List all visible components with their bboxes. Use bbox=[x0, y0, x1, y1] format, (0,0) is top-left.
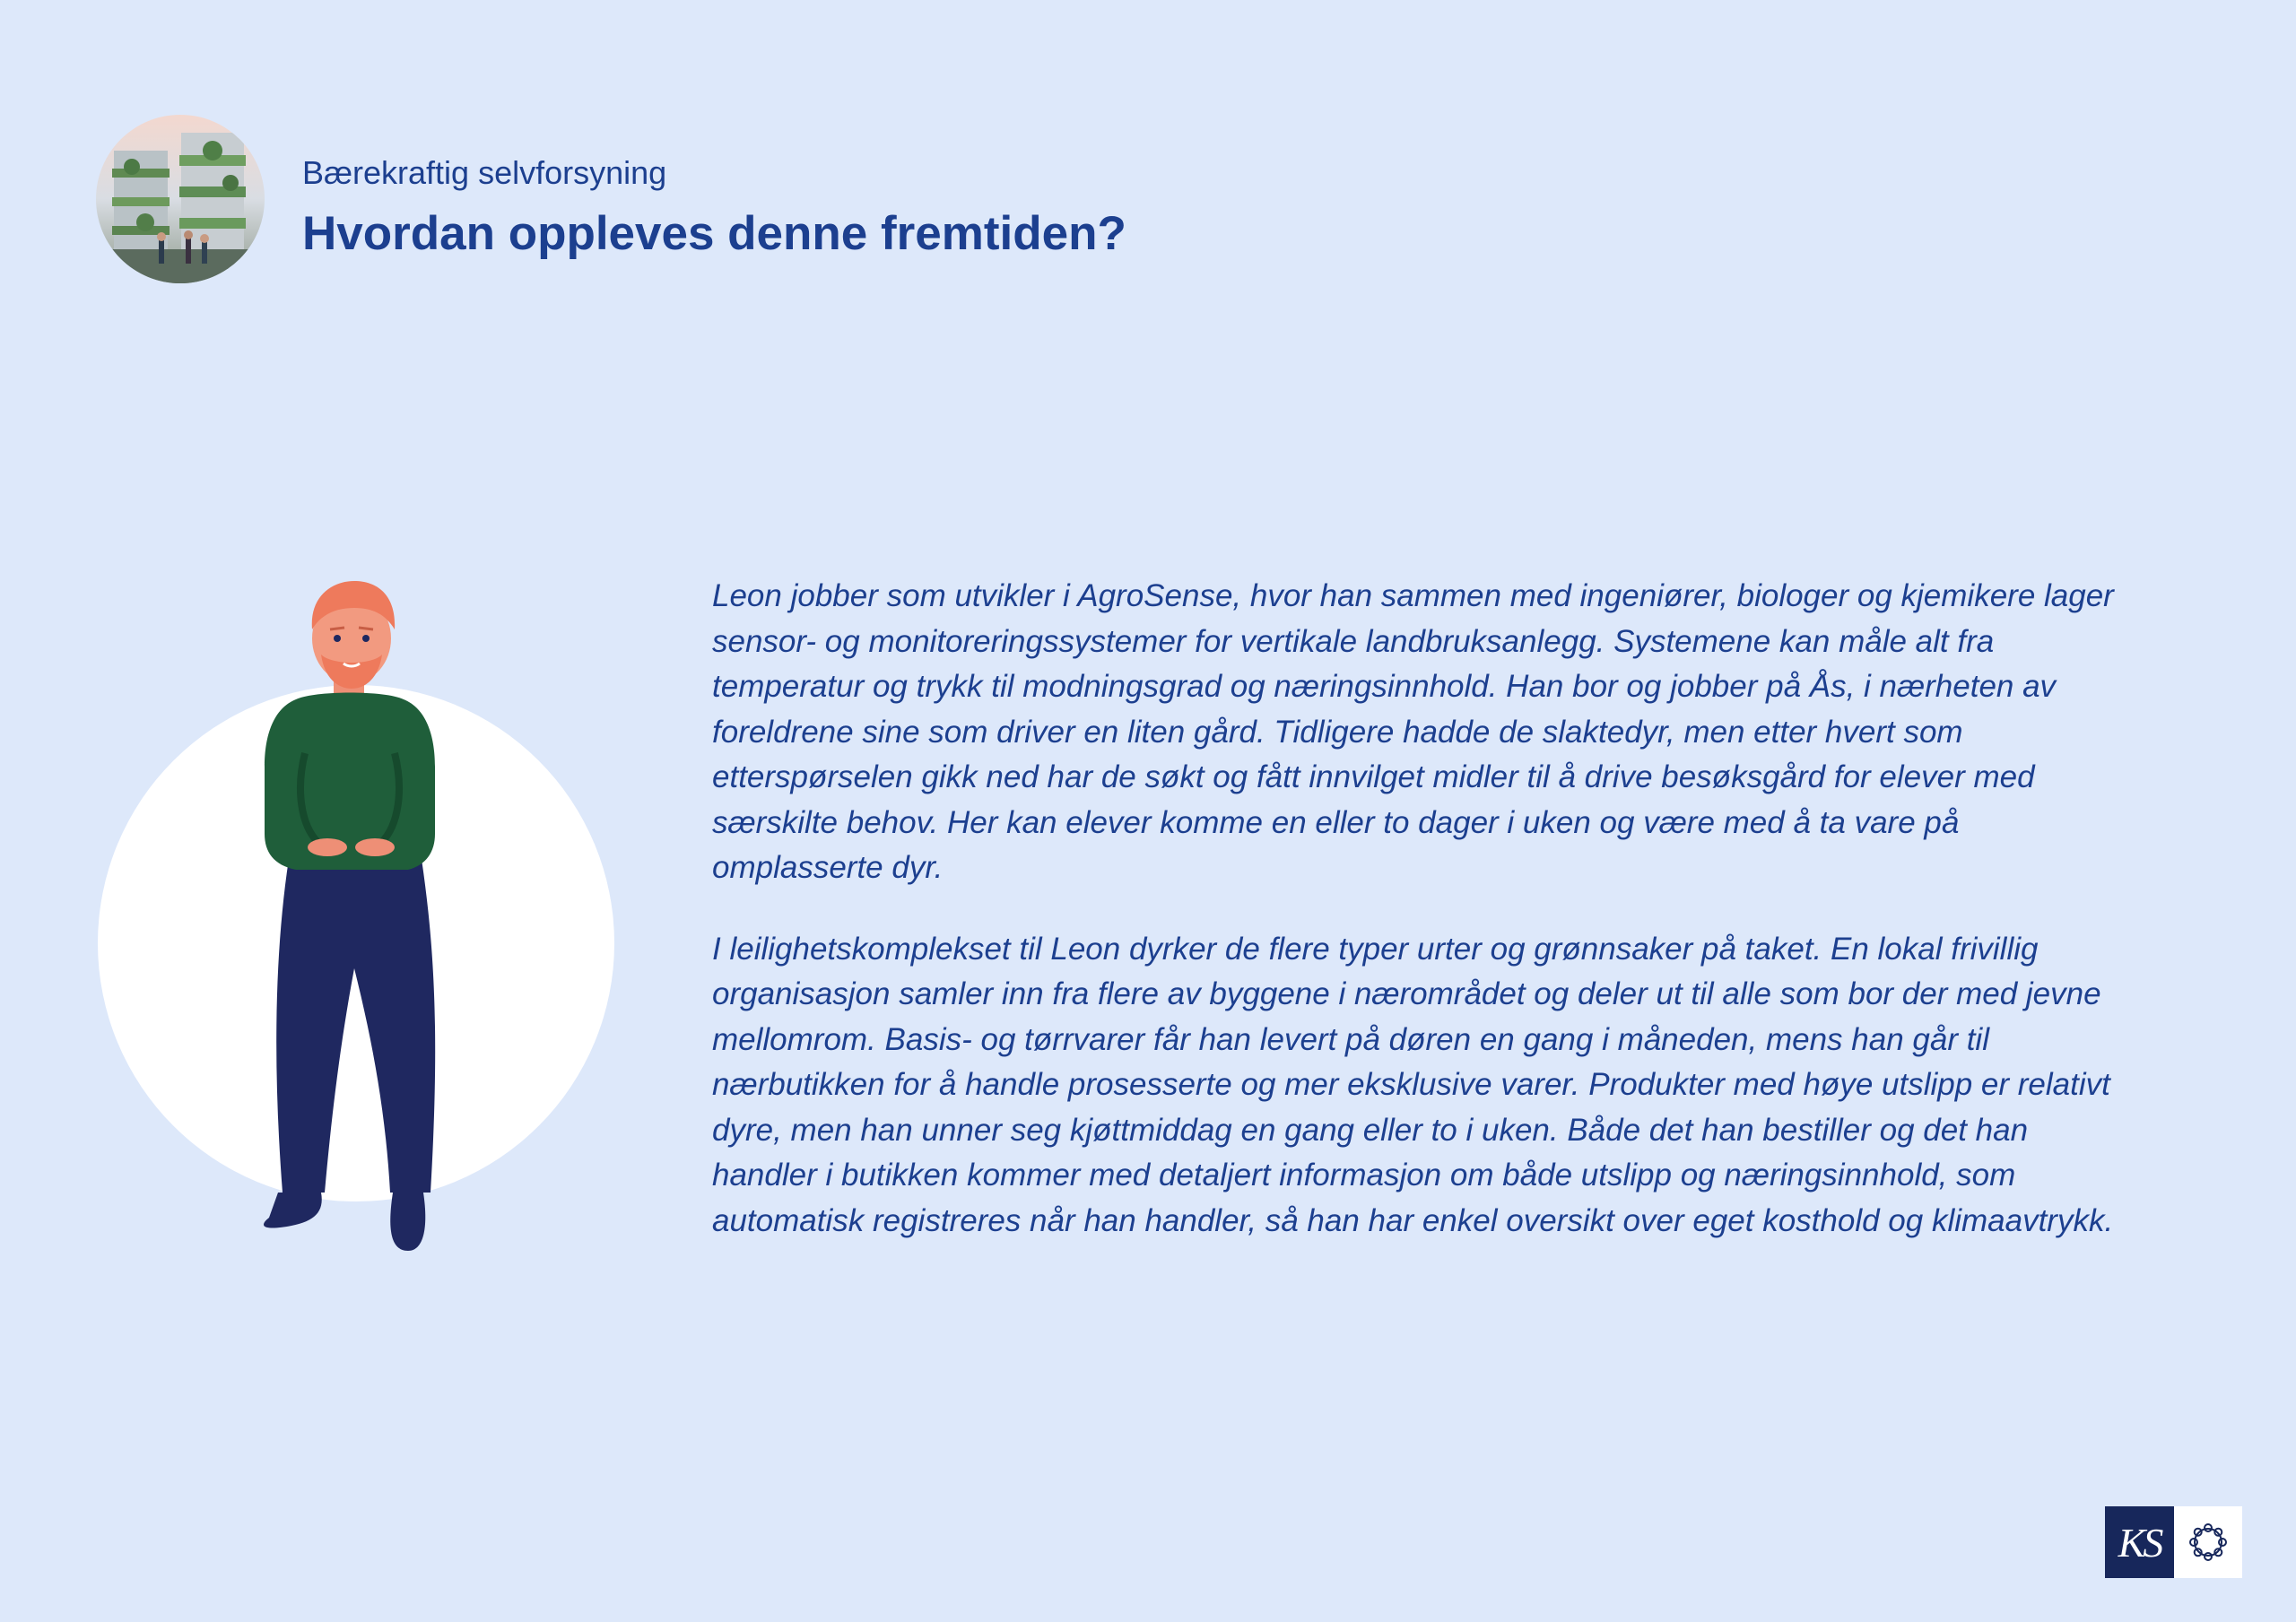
story-text bbox=[712, 574, 2129, 1279]
page-subtitle: Bærekraftig selvforsyning bbox=[302, 154, 667, 191]
story-paragraph: Leon jobber som utvikler i AgroSense, hvor han sammen med ingeniører, biologer og kjemikere lager sensor- og monitoreringssystemer for vertikale landbruksanlegg. Systemene kan måle alt fra temperatur og trykk til modningsgrad og næringsinnhold. Han bor og jobber på Ås, i nærheten av foreldrene sine som driver en liten gård. Tidligere hadde de slaktedyr, men etter hvert som etterspørselen gikk ned har de søkt og fått innvilget midler til å drive besøksgård for elever med særskilte behov. Her kan elever komme en eller to dager i uken og være med å ta vare på omplasserte dyr. bbox=[712, 578, 2114, 885]
ks-ring-icon bbox=[2174, 1506, 2242, 1578]
story-paragraph: I leilighetskomplekset til Leon dyrker de flere typer urter og grønnsaker på taket. En lokal frivillig organisasjon samler inn fra flere av byggene i nærområdet og deler ut til alle som bor der med jevne mellomrom. Basis- og tørrvarer får han levert på døren en gang i måneden, mens han går til nærbutikken for å handle prosesserte og mer eksklusive varer. Produkter med høye utslipp er relativt dyre, men han unner seg kjøttmiddag en gang eller to i uken. Både det han bestiller og det han handler i butikken kommer med detaljert informasjon om både utslipp og næringsinnhold, som automatisk registreres når han handler, så han har enkel oversikt over eget kosthold og klimaavtrykk. bbox=[712, 931, 2114, 1238]
header-avatar-image bbox=[96, 115, 265, 283]
page-title: Hvordan oppleves denne fremtiden? bbox=[302, 207, 1126, 260]
ks-logo-text: KS bbox=[2105, 1506, 2174, 1578]
person-illustration bbox=[90, 574, 628, 1291]
ks-logo bbox=[2105, 1506, 2242, 1578]
